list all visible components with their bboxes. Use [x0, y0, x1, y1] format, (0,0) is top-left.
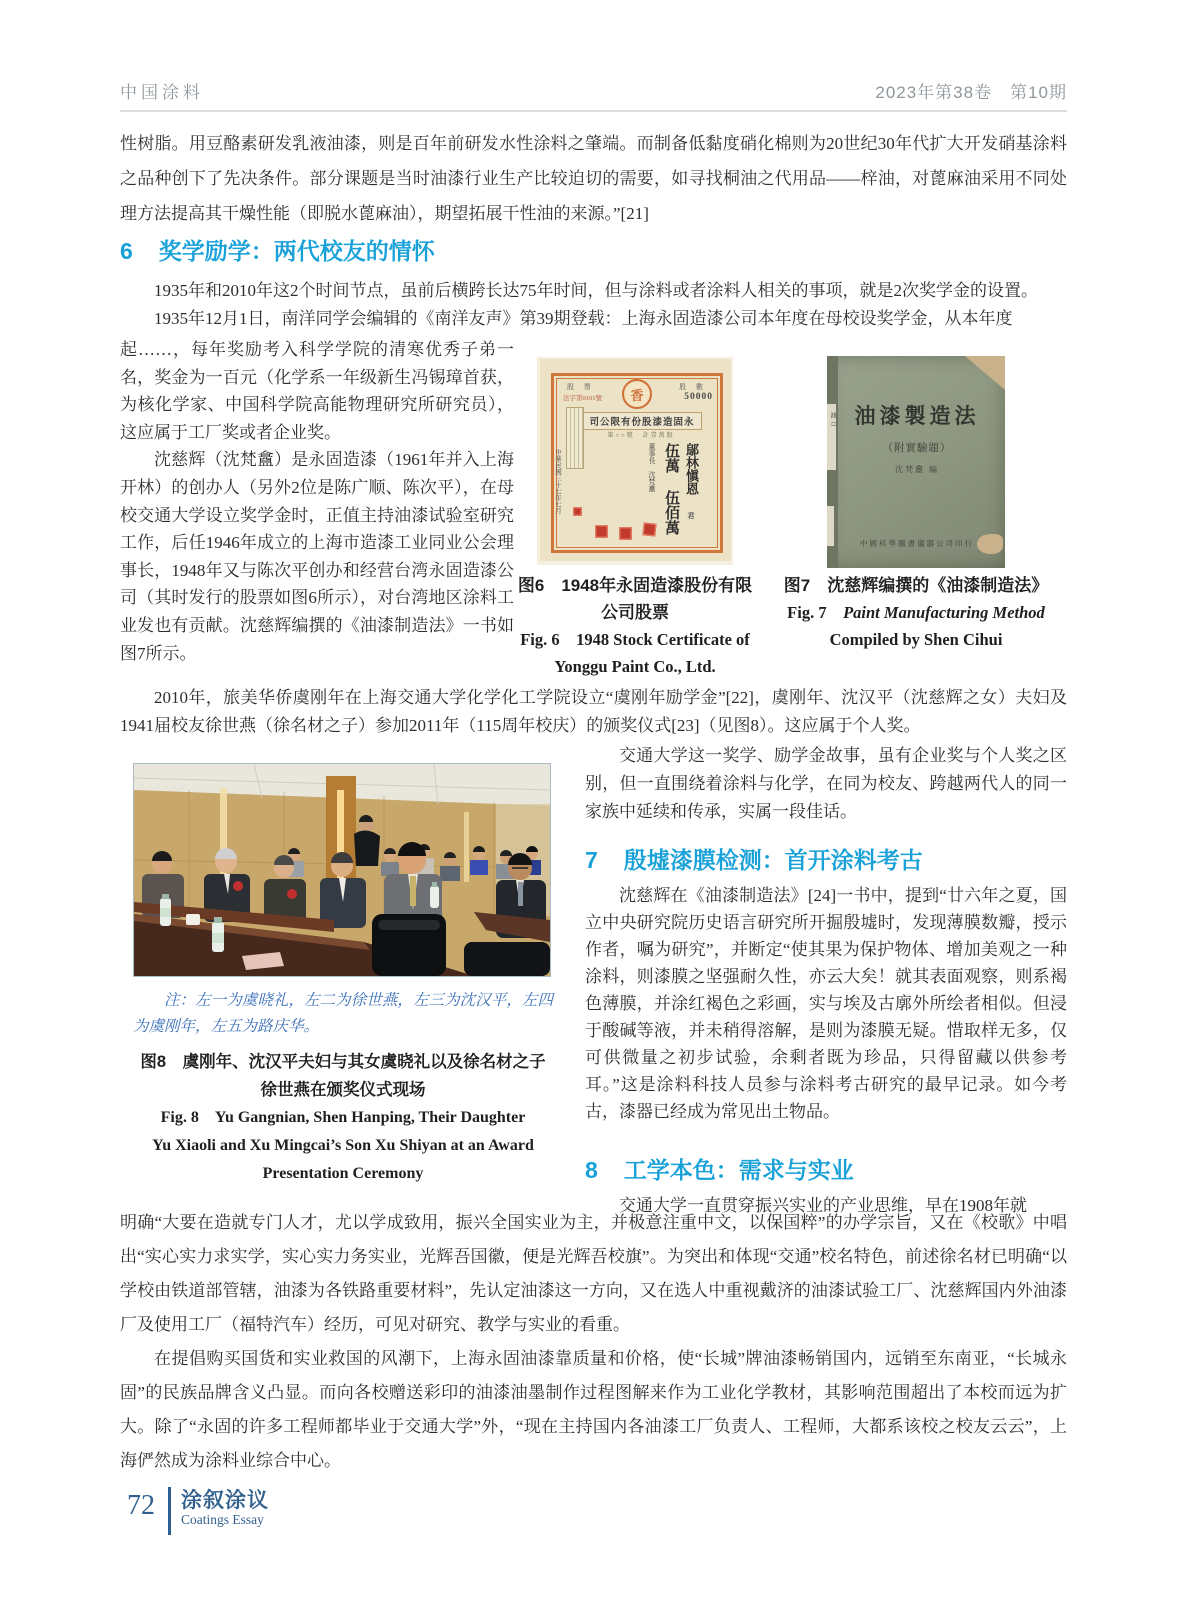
figure7-book-cover-image: [827, 356, 1005, 568]
s6-paragraph-4: 沈慈辉（沈梵盫）是永固造漆（1961年并入上海开林）的创办人（另外2位是陈广顺、陈次平），在母校交通大学设立奖学金时，正值主持油漆试验室研究工作，后任1946年成立的上海市造漆工业同业公会理事长，1948年又与陈次平创办和经营台湾永固造漆公司（其时发行的股票如图6所示），对台湾地区涂料工业发也有贡献。沈慈辉编撰的《油漆制造法》一书如图7所示。: [120, 450, 514, 663]
book-author: 沈梵盫 編: [895, 465, 939, 474]
figure8-caption-cn-line1: 图8 虞刚年、沈汉平夫妇与其女虞晓礼以及徐名材之子: [140, 1053, 546, 1071]
footer-column-en: Coatings Essay: [181, 1512, 264, 1527]
s6-paragraph-6: 交通大学这一奖学、励学金故事，虽有企业奖与个人奖之区别，但一直围绕着涂料与化学，在同为校友、跨越两代人的同一家族中延续和传承，实属一段佳话。: [585, 746, 1067, 821]
cert-subline: 第○○號 計壹萬股: [607, 433, 675, 439]
figure8-caption-en-line3: Presentation Ceremony: [262, 1165, 424, 1182]
s8-paragraph-3: 在提倡购买国货和实业救国的风潮下，上海永固油漆靠质量和价格，使“长城”牌油漆畅销国内，远销至东南亚，“长城永固”的民族品牌含义凸显。而向各校赠送彩印的油漆油墨制作过程图解来作为工业化学教材，其影响范围超出了本校而远为扩大。除了“永固的许多工程师都毕业于交通大学”外，“现在主持国内各油漆工厂负责人、工程师，大都系该校之校友云云”，上海俨然成为涂料业综合中心。: [120, 1349, 1067, 1470]
cert-shares-label: 股 數: [679, 383, 707, 391]
figure7-caption-en-line2: Compiled by Shen Cihui: [829, 630, 1003, 649]
book-spine-wear: [827, 506, 834, 546]
s6-left-column: [120, 336, 514, 667]
red-seal-icon: [642, 522, 656, 536]
header-rule: [120, 110, 1067, 112]
journal-name: 中国涂料: [120, 83, 204, 102]
figure8-caption-en-line2: Yu Xiaoli and Xu Mingcai’s Son Xu Shiyan at an Award: [152, 1137, 534, 1154]
cert-revenue-slip: [566, 407, 584, 469]
cert-signer: 董事長 沈梵盫: [648, 443, 656, 492]
page-number: 72: [127, 1490, 155, 1521]
book-torn-corner: [965, 356, 1005, 390]
figure7-caption: [768, 572, 1064, 653]
s6-paragraph-2: 1935年12月1日，南洋同学会编辑的《南洋友声》第39期登载：上海永固造漆公司本年度在母校设奖学金，从本年度: [154, 309, 1013, 328]
book-subtitle: （附實驗題）: [882, 443, 952, 454]
figure7-caption-en-fig: Fig. 7: [787, 603, 844, 622]
issue-info: 2023年第38卷 第10期: [875, 83, 1067, 102]
section-7-heading: [585, 842, 923, 875]
book-title: 油漆製造法: [854, 404, 980, 428]
s6-paragraph-5: 2010年，旅美华侨虞刚年在上海交通大学化学化工学院设立“虞刚年励学金”[22]，虞刚年、沈汉平（沈慈辉之女）夫妇及1941届校友徐世燕（徐名材之子）参加2011年（115周年校庆）的颁奖仪式[23]（见图8）。这应属于个人奖。: [120, 688, 1067, 735]
red-seal-icon: [573, 507, 582, 516]
cert-company-title: 司公限有份股漆造固永: [582, 412, 702, 430]
ceremony-photo-graphic: [134, 764, 550, 976]
cert-holder-suffix: 君: [687, 512, 695, 519]
section-8-heading: [585, 1152, 854, 1185]
figure6-caption-cn-line2: 公司股票: [601, 603, 669, 622]
cert-shares-number: 50000: [684, 392, 713, 402]
cert-serial: 法字第0101號: [563, 395, 602, 402]
figure6-caption: [492, 572, 778, 680]
s8-paragraph-1: 交通大学一直贯穿振兴实业的产业思维，早在1908年就: [619, 1196, 1027, 1215]
s6-paragraph-3: 起……，每年奖励考入科学学院的清寒优秀子弟一名，奖金为一百元（化学系一年级新生冯锡璋首获，为核化学家、中国科学院高能物理研究所研究员），这应属于工厂奖或者企业奖。: [120, 340, 514, 442]
figure7-caption-en-line1: [768, 599, 1064, 626]
book-publisher: 中國科學圖書儀器公司印行: [860, 539, 974, 548]
cert-amount-1: 伍萬: [663, 443, 679, 473]
s8-paragraph-2: 明确“大要在造就专门人才，尤以学成致用，振兴全国实业为主，并极意注重中文，以保国粹”的办学宗旨，又在《校歌》中唱出“实心实力求实学，实心实力务实业，光辉吾国徽，便是光辉吾校旗”。为突出和体现“交通”校名特色，前述徐名材已明确“以学校由铁道部管辖，油漆为各铁路重要材料”，先认定油漆这一方向，又在选人中重视戴济的油漆试验工厂、沈慈辉国内外油漆厂及使用工厂（福特汽车）经历，可见对研究、教学与实业的看重。: [120, 1213, 1067, 1334]
section-8-number: 8: [585, 1157, 598, 1183]
footer-divider-bar: [168, 1487, 171, 1535]
cert-date: 中華民國三十七年七月: [554, 449, 561, 514]
figure8-caption: [120, 1048, 566, 1188]
figure8-caption-en-line1: Fig. 8 Yu Gangnian, Shen Hanping, Their Daughter: [160, 1109, 526, 1126]
figure8-note: 注：左一为虞晓礼，左二为徐世燕，左三为沈汉平，左四为虞刚年，左五为路庆华。: [133, 992, 553, 1035]
figure7-caption-en-title: Paint Manufacturing Method: [843, 603, 1045, 622]
figure6-caption-en-line2: Yonggu Paint Co., Ltd.: [554, 657, 716, 676]
section-6-number: 6: [120, 238, 133, 264]
s6-paragraph-1: 1935年和2010年这2个时间节点，虽前后横跨长达75年时间，但与涂料或者涂料人相关的事项，就是2次奖学金的设置。: [154, 281, 1038, 300]
section-8-title: 工学本色：需求与实业: [623, 1157, 854, 1183]
section-7-title: 殷墟漆膜检测：首开涂料考古: [623, 847, 923, 873]
s7-paragraph-1: 沈慈辉在《油漆制造法》[24]一书中，提到“廿六年之夏，国立中央研究院历史语言研究所开掘殷墟时，发现薄膜数瓣，授示作者，嘱为研究”，并断定“使其果为保护物体、增加美观之一种涂料，则漆膜之坚强耐久性，亦云大矣！就其表面观察，则系褐色薄膜，并涂红褐色之彩画，实与埃及古廓外所绘者相似。但浸于酸碱等液，并未稍得溶解，是则为漆膜无疑。惜取样无多，仅可供微量之初步试验，余剩者既为珍品，只得留藏以供参考耳。”这是涂料科技人员参与涂料考古研究的最早记录。如今考古，漆器已经成为常见出土物品。: [585, 886, 1067, 1121]
book-spine-marks: 油（）: [829, 412, 835, 430]
section-6-heading: [120, 233, 435, 266]
red-seal-icon: [619, 527, 632, 540]
section-6-title: 奖学励学：两代校友的情怀: [158, 238, 435, 264]
red-seal-icon: [595, 525, 608, 538]
figure8-caption-cn-line2: 徐世燕在颁奖仪式现场: [260, 1081, 426, 1099]
company-seal-icon: 香: [622, 379, 652, 409]
cert-holder-name: 鄔林愼恩: [684, 443, 699, 495]
cert-doc-type: 股 票: [567, 383, 595, 391]
figure6-stock-certificate-image: [537, 357, 733, 565]
section-7-number: 7: [585, 847, 598, 873]
intro-paragraph: 性树脂。用豆酪素研发乳液油漆，则是百年前研发水性涂料之肇端。而制备低黏度硝化棉则为20世纪30年代扩大开发硝基涂料之品种创下了先决条件。部分课题是当时油漆行业生产比较迫切的需要，如寻找桐油之代用品——梓油，对蓖麻油采用不同处理方法提高其干燥性能（即脱水蓖麻油），期望拓展干性油的来源。”[21]: [120, 134, 1067, 223]
figure7-caption-cn: 图7 沈慈辉编撰的《油漆制造法》: [783, 576, 1049, 595]
figure8-ceremony-photo: [133, 763, 551, 977]
figure6-caption-en-line1: Fig. 6 1948 Stock Certificate of: [520, 630, 750, 649]
cert-amount-2: 伍佰萬: [663, 490, 679, 535]
figure6-caption-cn-line1: 图6 1948年永固造漆股份有限: [517, 576, 753, 595]
footer-column-cn: 涂叙涂议: [181, 1489, 269, 1512]
